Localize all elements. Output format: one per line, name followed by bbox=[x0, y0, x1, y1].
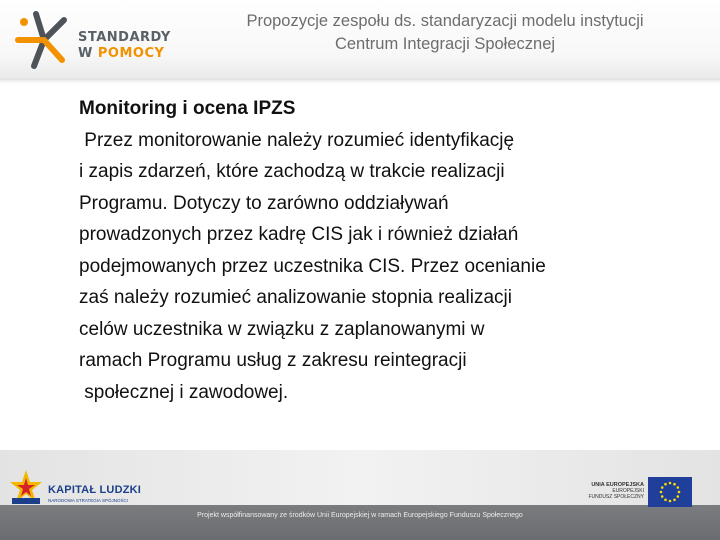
body-line-4: prowadzonych przez kadrę CIS jak i również działań bbox=[79, 224, 519, 245]
logo-text-w-pomocy bbox=[78, 46, 164, 61]
logo-text-pomocy: POMOCY bbox=[97, 46, 165, 61]
kapital-ludzki-name: KAPITAŁ LUDZKI bbox=[48, 484, 142, 496]
section-heading: Monitoring i ocena IPZS bbox=[79, 98, 296, 119]
star-figure-icon bbox=[14, 10, 74, 70]
eu-line-1: UNIA EUROPEJSKA bbox=[591, 482, 644, 488]
eu-text bbox=[560, 482, 644, 500]
eu-line-2: EUROPEJSKI bbox=[612, 488, 644, 494]
body-line-8: ramach Programu usług z zakresu reintegracji bbox=[79, 350, 467, 371]
eu-line-3: FUNDUSZ SPOŁECZNY bbox=[588, 494, 644, 500]
body-line-7: celów uczestnika w związku z zaplanowanymi w bbox=[79, 318, 485, 340]
slide-title-line-2: Centrum Integracji Społecznej bbox=[334, 35, 556, 53]
body-line-9: społecznej i zawodowej. bbox=[79, 381, 289, 403]
slide-title bbox=[180, 10, 710, 56]
footer-bar bbox=[0, 505, 720, 540]
header-divider bbox=[0, 78, 720, 84]
slide-body bbox=[79, 93, 689, 408]
logo-text-w: W bbox=[78, 46, 93, 61]
body-line-6: zaś należy rozumieć analizowanie stopnia realizacji bbox=[79, 287, 512, 308]
body-line-1: Przez monitorowanie należy rozumieć identyfikację bbox=[79, 129, 515, 151]
standardy-w-pomocy-logo bbox=[14, 10, 184, 70]
slide-title-line-1: Propozycje zespołu ds. standaryzacji modelu instytucji bbox=[246, 12, 644, 30]
kapital-ludzki-subtitle: NARODOWA STRATEGIA SPÓJNOŚCI bbox=[48, 498, 129, 503]
cofinancing-note: Projekt współfinansowany ze środków Unii Europejskiej w ramach Europejskiego Funduszu Społecznego bbox=[197, 512, 523, 519]
logo-text-standardy: STANDARDY bbox=[78, 30, 171, 45]
kapital-ludzki-star-icon bbox=[8, 468, 44, 508]
body-line-5: podejmowanych przez uczestnika CIS. Przez ocenianie bbox=[79, 255, 546, 277]
body-line-3: Programu. Dotyczy to zarówno oddziaływań bbox=[79, 192, 449, 214]
eu-flag-icon bbox=[648, 477, 692, 507]
body-line-2: i zapis zdarzeń, które zachodzą w trakcie realizacji bbox=[79, 161, 505, 182]
